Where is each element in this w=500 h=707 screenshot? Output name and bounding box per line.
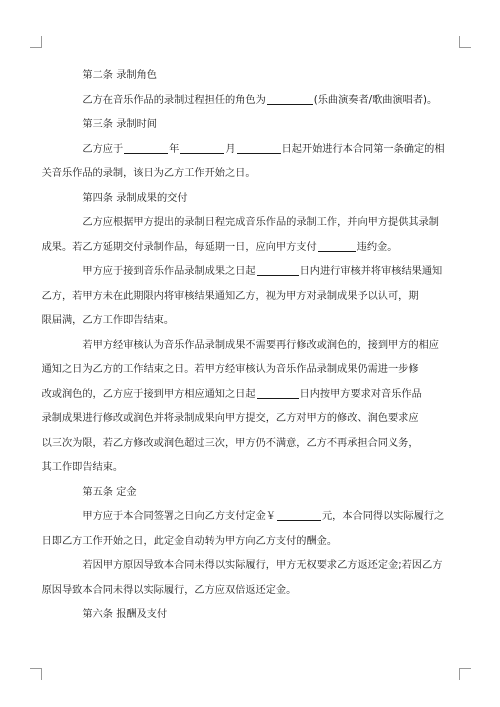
page-corner-mark-bottom-right [459, 668, 471, 680]
text-line [41, 236, 440, 261]
fill-in-blank-penalty[interactable] [318, 239, 356, 252]
fill-in-blank-month[interactable] [180, 141, 224, 154]
article-5-heading: 第五条 定金 [82, 486, 137, 498]
text-segment: 年 [169, 143, 180, 155]
text-segment: 成果。若乙方延期交付录制作品，每延期一日，应向甲方支付 [41, 241, 317, 253]
text-line [62, 138, 445, 163]
article-5-paragraph-1 [41, 505, 445, 554]
article-4-paragraph-3 [41, 334, 440, 481]
text-line [62, 260, 443, 285]
article-3-heading: 第三条 录制时间 [82, 119, 157, 130]
text-line [62, 89, 440, 114]
text-line: 录制成果进行修改或润色并将录制成果向甲方提交，乙方对甲方的修改、润色要求应 [41, 413, 419, 424]
text-segment: 月 [225, 143, 236, 155]
text-line [62, 505, 445, 530]
article-5-paragraph-2 [41, 554, 443, 603]
article-6-heading: 第六条 报酬及支付 [82, 609, 168, 620]
fill-in-blank-day[interactable] [237, 141, 281, 154]
text-segment: 元，本合同得以实际履行之 [321, 511, 445, 522]
article-2-paragraph [62, 89, 440, 114]
article-4-paragraph-2 [41, 260, 443, 334]
fill-in-blank-revision-days[interactable] [257, 386, 299, 399]
text-line: 以三次为限，若乙方修改或润色超过三次，甲方仍不满意，乙方不再承担合同义务， [41, 437, 419, 449]
article-2-heading: 第二条 录制角色 [82, 70, 157, 81]
text-segment: 甲方应于接到音乐作品录制成果之日起 [82, 266, 256, 277]
text-line: 若甲方经审核认为音乐作品录制成果不需要再行修改或润色的，接到甲方的相应 [82, 339, 439, 351]
text-segment: 乙方在音乐作品的录制过程担任的角色为 [82, 94, 266, 106]
text-line: 原因导致本合同未得以实际履行，乙方应双倍返还定金。 [41, 584, 297, 596]
text-segment: 违约金。 [356, 241, 398, 253]
text-segment: 日起开始进行本合同第一条确定的相 [281, 143, 445, 155]
page-corner-mark-top-right [459, 36, 471, 48]
text-segment: 甲方应于本合同签署之日向乙方支付定金￥ [82, 511, 276, 522]
text-line: 限届满，乙方工作即告结束。 [41, 315, 175, 326]
fill-in-blank-role[interactable] [267, 92, 313, 105]
fill-in-blank-deposit-amount[interactable] [277, 508, 321, 521]
article-4-heading: 第四条 录制成果的交付 [82, 192, 188, 204]
article-3-paragraph [41, 138, 445, 187]
text-segment: 乙方应于 [82, 143, 124, 155]
article-4-paragraph-1 [41, 211, 440, 260]
document-body [41, 64, 445, 628]
page-corner-mark-bottom-left [30, 668, 42, 680]
text-line [41, 383, 440, 408]
text-line: 其工作即告结束。 [41, 462, 124, 473]
text-segment: (乐曲演奏者/歌曲演唱者)。 [313, 94, 438, 106]
text-segment: 改或润色的，乙方应于接到甲方相应通知之日起 [41, 388, 256, 400]
fill-in-blank-year[interactable] [124, 141, 168, 154]
text-line: 日即乙方工作开始之日，此定金自动转为甲方向乙方支付的酬金。 [41, 535, 338, 547]
page-corner-mark-top-left [30, 36, 42, 48]
text-line: 通知之日为乙方的工作结束之日。若甲方经审核认为音乐作品录制成果仍需进一步修 [41, 364, 419, 375]
text-segment: 日内按甲方要求对音乐作品 [299, 388, 422, 400]
text-line: 乙方应根据甲方提出的录制日程完成音乐作品的录制工作，并向甲方提供其录制 [82, 217, 439, 228]
text-segment: 日内进行审核并将审核结果通知 [299, 266, 443, 277]
text-line: 关音乐作品的录制，该日为乙方工作开始之日。 [41, 168, 256, 179]
fill-in-blank-review-days[interactable] [257, 263, 299, 276]
text-line: 若因甲方原因导致本合同未得以实际履行，甲方无权要求乙方返还定金;若因乙方 [82, 560, 443, 571]
text-line: 乙方，若甲方未在此期限内将审核结果通知乙方，视为甲方对录制成果予以认可，期 [41, 290, 419, 302]
